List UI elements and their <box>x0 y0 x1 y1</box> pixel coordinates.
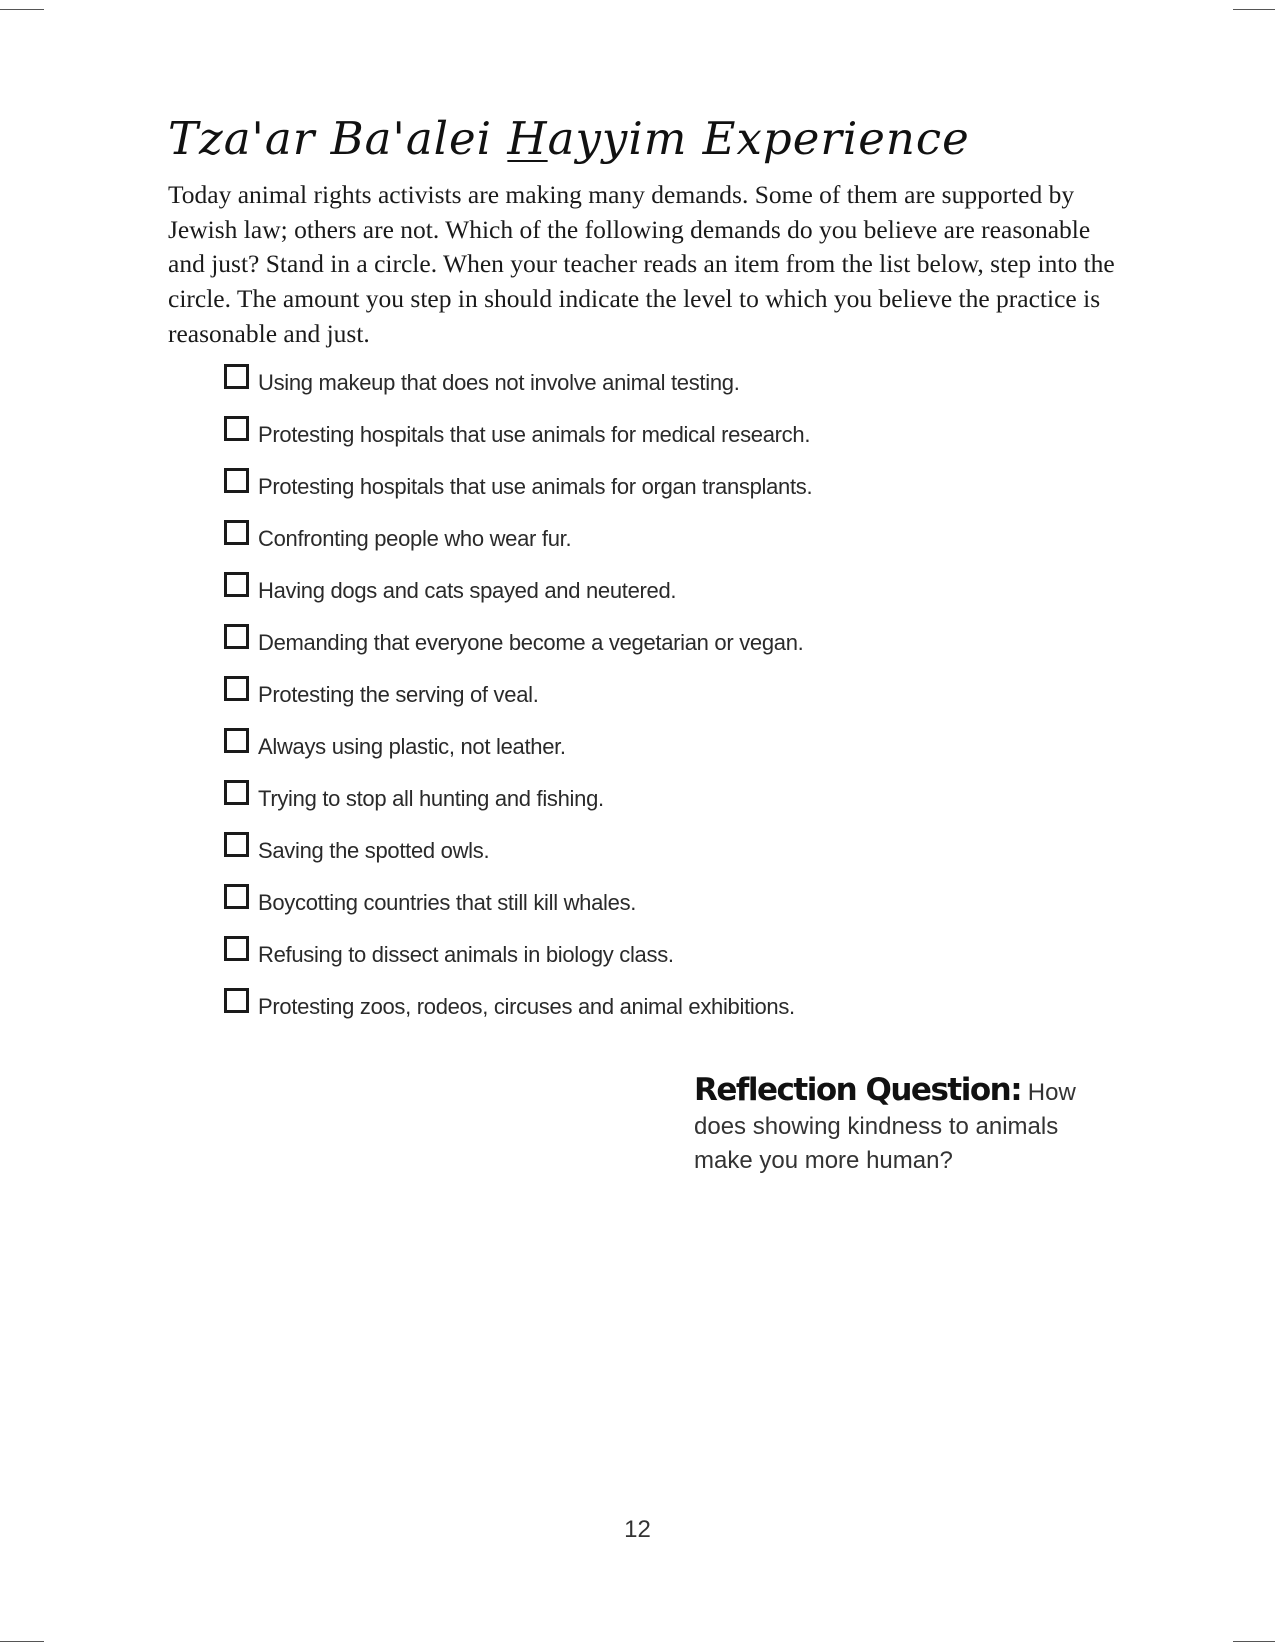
checklist-item-label: Using makeup that does not involve animal testing. <box>258 370 740 395</box>
checklist-item <box>224 676 812 728</box>
checkbox[interactable] <box>224 520 249 545</box>
checkbox[interactable] <box>224 468 249 493</box>
checklist-item-label: Boycotting countries that still kill whales. <box>258 890 637 915</box>
checklist-item-label: Protesting hospitals that use animals for medical research. <box>258 422 811 447</box>
checklist-item <box>224 780 812 832</box>
checklist-item-label: Demanding that everyone become a vegetarian or vegan. <box>258 630 804 655</box>
checklist-item <box>224 364 812 416</box>
page-number: 12 <box>624 1516 651 1543</box>
checklist-item <box>224 624 812 676</box>
checklist-item-label: Protesting zoos, rodeos, circuses and animal exhibitions. <box>258 994 795 1019</box>
checklist-item-label: Having dogs and cats spayed and neutered. <box>258 578 677 603</box>
checkbox[interactable] <box>224 572 249 597</box>
checkbox[interactable] <box>224 832 249 857</box>
checkbox[interactable] <box>224 780 249 805</box>
title-part-1: Tza'ar Ba'alei <box>168 112 508 165</box>
checklist-item <box>224 520 812 572</box>
reflection-text: How does showing kindness to animals make you more human? <box>694 1079 1076 1174</box>
checkbox[interactable] <box>224 364 249 389</box>
checklist-item-label: Confronting people who wear fur. <box>258 526 572 551</box>
checkbox[interactable] <box>224 416 249 441</box>
title-underlined-letter: H <box>507 112 548 165</box>
checklist-item <box>224 416 812 468</box>
intro-paragraph: Today animal rights activists are making many demands. Some of them are supported by Jewish law; others are not. Which of the following demands do you believe are reasonable and just? Stand in a circle. When your teacher reads an item from the list below, step into the circle. The amount you step in should indicate the level to which you believe the practice is reasonable and just. <box>168 180 1115 348</box>
reflection-question <box>694 1073 1094 1178</box>
crop-mark-top-right <box>1233 9 1275 10</box>
checklist-item-label: Protesting hospitals that use animals for organ transplants. <box>258 474 813 499</box>
checklist-item <box>224 936 812 988</box>
checklist-item <box>224 728 812 780</box>
checklist-item <box>224 988 812 1040</box>
checkbox[interactable] <box>224 936 249 961</box>
demands-checklist <box>224 364 812 1040</box>
checkbox[interactable] <box>224 676 249 701</box>
checklist-item <box>224 832 812 884</box>
checkbox[interactable] <box>224 988 249 1013</box>
checklist-item-label: Refusing to dissect animals in biology class. <box>258 942 674 967</box>
checklist-item <box>224 884 812 936</box>
checklist-item-label: Trying to stop all hunting and fishing. <box>258 786 604 811</box>
checkbox[interactable] <box>224 884 249 909</box>
title-part-2: ayyim Experience <box>547 112 970 165</box>
checklist-item-label: Always using plastic, not leather. <box>258 734 566 759</box>
checklist-item <box>224 572 812 624</box>
checkbox[interactable] <box>224 624 249 649</box>
crop-mark-top-left <box>0 9 44 10</box>
reflection-label: Reflection Question: <box>694 1072 1022 1108</box>
crop-mark-bottom-left <box>0 1641 44 1642</box>
crop-mark-bottom-right <box>1233 1641 1275 1642</box>
page-title <box>168 112 970 165</box>
checkbox[interactable] <box>224 728 249 753</box>
checklist-item <box>224 468 812 520</box>
checklist-item-label: Saving the spotted owls. <box>258 838 490 863</box>
checklist-item-label: Protesting the serving of veal. <box>258 682 539 707</box>
